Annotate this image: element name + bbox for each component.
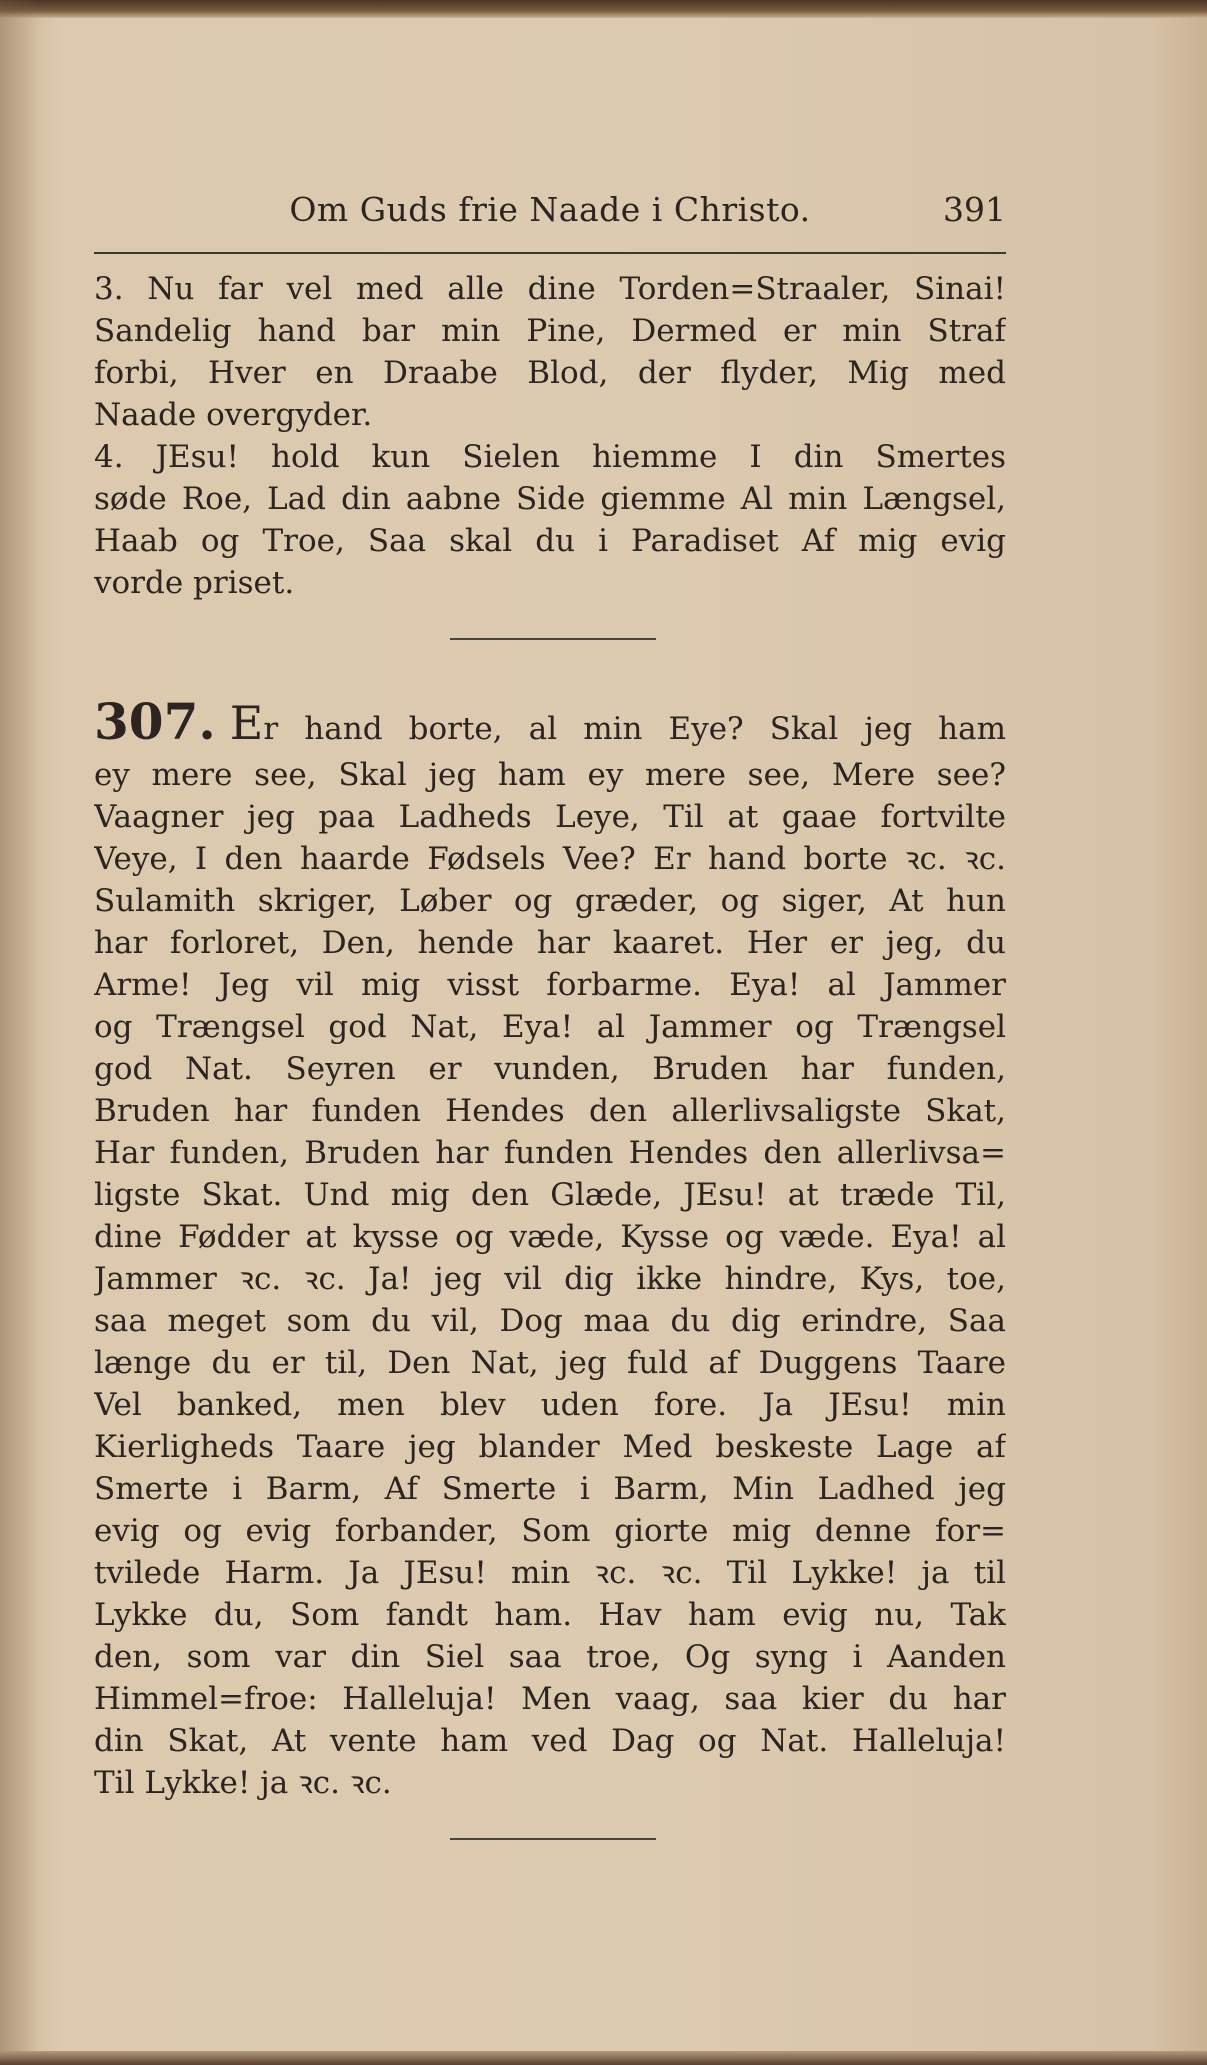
hymn-line: Veye, I den haarde Fødsels Vee? Er hand borte ꝛc. ꝛc. (94, 841, 1006, 877)
hymn-line: og Trængsel god Nat, Eya! al Jammer og Trængsel (94, 1009, 1006, 1045)
running-header (94, 190, 1006, 242)
section-divider (450, 638, 656, 640)
verse-line: 4. JEsu! hold kun Sielen hiemme I din Smertes (94, 439, 1006, 475)
verse-line: Haab og Troe, Saa skal du i Paradiset Af mig evig (94, 523, 1006, 559)
hymn-initial: E (229, 696, 264, 750)
previous-hymn-verses (94, 268, 1006, 604)
hymn-line: evig og evig forbander, Som giorte mig denne for= (94, 1513, 1006, 1549)
hymn-line: saa meget som du vil, Dog maa du dig erindre, Saa (94, 1303, 1006, 1339)
hymn-line: Sulamith skriger, Løber og græder, og siger, At hun (94, 883, 1006, 919)
hymn-line: Har funden, Bruden har funden Hendes den allerlivsa= (94, 1135, 1006, 1171)
verse-line: forbi, Hver en Draabe Blod, der flyder, Mig med (94, 355, 1006, 391)
page-bottom-edge (0, 2051, 1207, 2065)
verse-line: vorde priset. (94, 565, 295, 601)
hymn-line: Himmel=froe: Halleluja! Men vaag, saa kier du har (94, 1681, 1006, 1717)
header-rule (94, 252, 1006, 254)
hymn-line: dine Fødder at kysse og væde, Kysse og væde. Eya! al (94, 1219, 1006, 1255)
hymn-line: Bruden har funden Hendes den allerlivsaligste Skat, (94, 1093, 1006, 1129)
hymn-307 (94, 690, 1006, 1804)
hymn-line: din Skat, At vente ham ved Dag og Nat. Halleluja! (94, 1723, 1006, 1759)
hymn-line: Lykke du, Som fandt ham. Hav ham evig nu, Tak (94, 1597, 1006, 1633)
hymn-line: god Nat. Seyren er vunden, Bruden har funden, (94, 1051, 1006, 1087)
hymn-first-line-text: r hand borte, al min Eye? Skal jeg ham (263, 711, 1006, 747)
hymn-line: ey mere see, Skal jeg ham ey mere see, Mere see? (94, 757, 1006, 793)
hymn-line: ligste Skat. Und mig den Glæde, JEsu! at træde Til, (94, 1177, 1006, 1213)
header-title: Om Guds frie Naade i Christo. (289, 190, 811, 229)
page-gutter-shadow (0, 0, 40, 2065)
hymn-line: den, som var din Siel saa troe, Og syng i Aanden (94, 1639, 1006, 1675)
page-top-edge (0, 0, 1207, 18)
hymn-line: Vel banked, men blev uden fore. Ja JEsu! min (94, 1387, 1006, 1423)
hymn-line: Arme! Jeg vil mig visst forbarme. Eya! al Jammer (94, 967, 1006, 1003)
section-divider (450, 1838, 656, 1840)
hymn-line: Jammer ꝛc. ꝛc. Ja! jeg vil dig ikke hindre, Kys, toe, (94, 1261, 1006, 1297)
hymn-line: tvilede Harm. Ja JEsu! min ꝛc. ꝛc. Til Lykke! ja til (94, 1555, 1006, 1591)
hymn-line: Vaagner jeg paa Ladheds Leye, Til at gaae fortvilte (94, 799, 1006, 835)
verse-line: Sandelig hand bar min Pine, Dermed er min Straf (94, 313, 1006, 349)
verse-line: søde Roe, Lad din aabne Side giemme Al min Længsel, (94, 481, 1006, 517)
hymn-first-line (94, 690, 1006, 754)
verse-line: Naade overgyder. (94, 397, 373, 433)
hymn-line: længe du er til, Den Nat, jeg fuld af Duggens Taare (94, 1345, 1006, 1381)
hymn-line: Til Lykke! ja ꝛc. ꝛc. (94, 1765, 392, 1801)
verse-line: 3. Nu far vel med alle dine Torden=Straaler, Sinai! (94, 271, 1006, 307)
hymn-line: Kierligheds Taare jeg blander Med beskeste Lage af (94, 1429, 1006, 1465)
hymn-line: Smerte i Barm, Af Smerte i Barm, Min Ladhed jeg (94, 1471, 1006, 1507)
hymn-number: 307. (94, 692, 216, 751)
page-number: 391 (943, 190, 1006, 229)
hymn-line: har forloret, Den, hende har kaaret. Her er jeg, du (94, 925, 1006, 961)
